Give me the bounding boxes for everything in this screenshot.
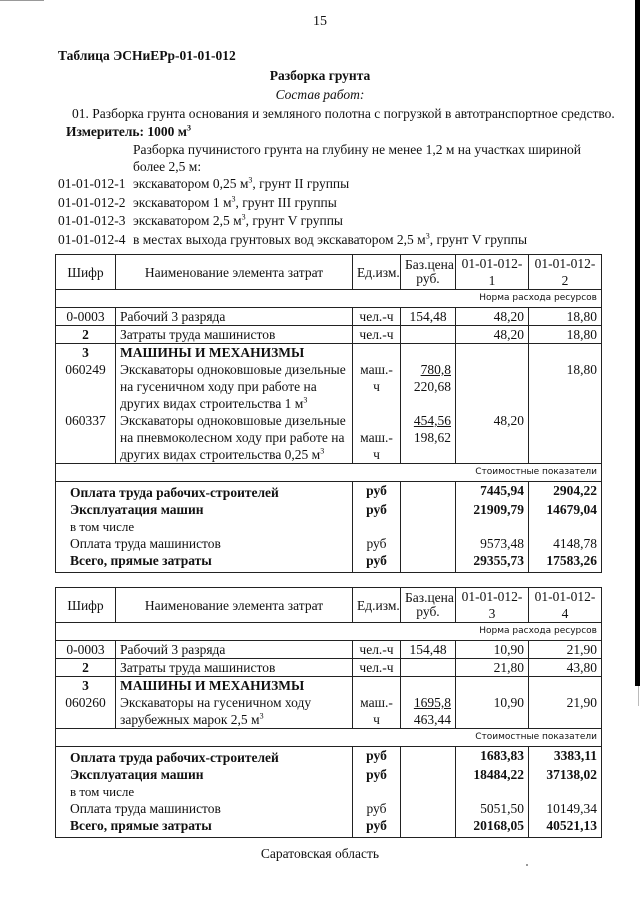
- code-desc: экскаватором 2,5 м: [133, 213, 242, 228]
- cell-unit: чел.-ч: [353, 641, 401, 659]
- cell-b: [529, 677, 602, 729]
- col-header-name: Наименование элемента затрат: [116, 255, 353, 290]
- summary-row: [56, 518, 602, 535]
- summary-row: [56, 817, 602, 838]
- col-header-b: 01-01-012-2: [529, 255, 602, 290]
- group-name: МАШИНЫ И МЕХАНИЗМЫ: [120, 678, 305, 693]
- machine-price-top: 454,56: [413, 413, 451, 428]
- summary-b: 2904,22: [529, 482, 602, 502]
- cell-code: [56, 344, 116, 464]
- norms-label: Норма расхода ресурсов: [56, 290, 602, 308]
- price-line-1: Баз.цена: [405, 257, 454, 272]
- summary-b: 4148,78: [529, 535, 602, 552]
- machine-sup: 3: [303, 395, 308, 405]
- col-header-b: 01-01-012-4: [529, 588, 602, 623]
- table-row: [56, 659, 602, 677]
- cell-code: [56, 677, 116, 729]
- machine-price-bottom: 198,62: [413, 430, 451, 445]
- meter-label: [66, 124, 191, 140]
- costs-label-row: [56, 729, 602, 747]
- summary-price: [401, 552, 456, 573]
- machine-code: 060260: [65, 695, 106, 710]
- cell-name: Рабочий 3 разряда: [116, 308, 353, 326]
- cell-price: [401, 344, 456, 464]
- table-title: Таблица ЭСНиЕРр-01-01-012: [58, 48, 236, 63]
- page-footer-region: Саратовская область: [260, 846, 380, 861]
- code-desc-tail: , грунт V группы: [429, 231, 528, 247]
- cell-price: [401, 659, 456, 677]
- summary-label: в том числе: [56, 783, 353, 800]
- cell-unit: чел.-ч: [353, 659, 401, 677]
- cell-b: 43,80: [529, 659, 602, 677]
- summary-price: [401, 747, 456, 767]
- cell-price: [401, 677, 456, 729]
- machine-price-bottom: 463,44: [413, 712, 451, 727]
- cell-unit: [353, 677, 401, 729]
- cell-name: [116, 344, 353, 464]
- machine-code: 060337: [65, 413, 106, 428]
- summary-price: [401, 535, 456, 552]
- machine-code: 060249: [65, 362, 106, 377]
- machine-unit: маш.-ч: [360, 362, 393, 394]
- cell-code: 2: [56, 326, 116, 344]
- cell-b: [529, 344, 602, 464]
- code: 01-01-012-3: [58, 213, 126, 228]
- machine-unit: маш.-ч: [360, 695, 393, 727]
- col-header-unit: Ед.изм.: [353, 588, 401, 623]
- meter-text: Измеритель: 1000 м: [66, 124, 187, 139]
- code-sup: 3: [231, 194, 236, 203]
- norms-label: Норма расхода ресурсов: [56, 623, 602, 641]
- cell-b: 18,80: [529, 308, 602, 326]
- summary-row: [56, 783, 602, 800]
- summary-price: [401, 518, 456, 535]
- summary-row: [56, 800, 602, 817]
- summary-b: 40521,13: [529, 817, 602, 838]
- summary-b: 14679,04: [529, 501, 602, 518]
- summary-unit: руб: [353, 501, 401, 518]
- norms-label-row: [56, 290, 602, 308]
- costs-label: Стоимостные показатели: [56, 464, 602, 482]
- price-line-2: руб.: [416, 604, 440, 619]
- price-line-2: руб.: [416, 271, 440, 286]
- group-code: 3: [82, 345, 89, 360]
- machine-b: 21,90: [566, 695, 597, 710]
- machine-name: Экскаваторы на гусеничном ходу зарубежных марок 2,5 м: [120, 695, 312, 727]
- scan-edge-bar-faint: [638, 686, 639, 706]
- code-list: [58, 176, 527, 250]
- cell-a: 10,90: [456, 641, 529, 659]
- code-item: [58, 232, 527, 251]
- summary-row: [56, 482, 602, 502]
- table-header-row: [56, 588, 602, 623]
- summary-a: 21909,79: [456, 501, 529, 518]
- cell-a: 48,20: [456, 326, 529, 344]
- summary-a: 1683,83: [456, 747, 529, 767]
- summary-row: [56, 747, 602, 767]
- summary-b: 17583,26: [529, 552, 602, 573]
- summary-b: [529, 518, 602, 535]
- cell-unit: [353, 344, 401, 464]
- summary-row: [56, 552, 602, 573]
- cell-price: 154,48: [401, 641, 456, 659]
- col-header-a: 01-01-012-3: [456, 588, 529, 623]
- machine-a: 10,90: [493, 695, 524, 710]
- summary-price: [401, 800, 456, 817]
- cell-a: 48,20: [456, 308, 529, 326]
- summary-a: [456, 783, 529, 800]
- machine-b: 18,80: [566, 362, 597, 377]
- norms-label-row: [56, 623, 602, 641]
- summary-unit: руб: [353, 535, 401, 552]
- summary-label: Оплата труда машинистов: [56, 535, 353, 552]
- summary-label: Эксплуатация машин: [56, 501, 353, 518]
- price-line-1: Баз.цена: [405, 590, 454, 605]
- machine-name: Экскаваторы одноковшовые дизельные на гусеничном ходу при работе на других видах строительства 1 м: [120, 362, 346, 411]
- summary-label: Оплата труда рабочих-строителей: [56, 482, 353, 502]
- summary-unit: руб: [353, 747, 401, 767]
- summary-b: 10149,34: [529, 800, 602, 817]
- cell-a: [456, 677, 529, 729]
- cell-b: 18,80: [529, 326, 602, 344]
- cell-name: Рабочий 3 разряда: [116, 641, 353, 659]
- machine-name: Экскаваторы одноковшовые дизельные на пневмоколесном ходу при работе на других видах строительства 0,25 м: [120, 413, 346, 462]
- summary-unit: руб: [353, 800, 401, 817]
- code-sup: 3: [241, 212, 246, 222]
- summary-row: [56, 766, 602, 783]
- table-header-row: [56, 255, 602, 290]
- code-desc: в местах выхода грунтовых вод экскаватором 2,5 м: [133, 231, 426, 247]
- summary-row: [56, 535, 602, 552]
- summary-a: 5051,50: [456, 800, 529, 817]
- section-title: Разборка грунта: [269, 68, 371, 83]
- table-row: [56, 308, 602, 326]
- machine-a: 48,20: [493, 413, 524, 428]
- cell-a: [456, 344, 529, 464]
- meter-sup: 3: [187, 123, 191, 133]
- code-item: [58, 195, 527, 214]
- summary-label: Оплата труда рабочих-строителей: [56, 747, 353, 767]
- code-sup: 3: [425, 231, 430, 240]
- code-sup: 3: [248, 175, 253, 185]
- summary-a: [456, 518, 529, 535]
- group-code: 3: [82, 678, 89, 693]
- norms-table-1: [55, 254, 602, 573]
- machine-a: [460, 361, 524, 378]
- cell-name: Затраты труда машинистов: [116, 659, 353, 677]
- group-name: МАШИНЫ И МЕХАНИЗМЫ: [120, 345, 305, 360]
- cell-name: Затраты труда машинистов: [116, 326, 353, 344]
- costs-label-row: [56, 464, 602, 482]
- code: 01-01-012-2: [58, 194, 126, 210]
- col-header-price: [401, 255, 456, 290]
- summary-label: Эксплуатация машин: [56, 766, 353, 783]
- cell-unit: чел.-ч: [353, 326, 401, 344]
- summary-price: [401, 766, 456, 783]
- code-desc: экскаватором 1 м: [133, 194, 232, 210]
- summary-unit: руб: [353, 766, 401, 783]
- machine-sup: 3: [259, 711, 264, 721]
- summary-unit: [353, 518, 401, 535]
- machine-price-top: 1695,8: [413, 695, 451, 710]
- machine-unit: маш.-ч: [360, 430, 393, 462]
- cell-a: 21,80: [456, 659, 529, 677]
- summary-b: [529, 783, 602, 800]
- col-header-code: Шифр: [56, 588, 116, 623]
- col-header-a: 01-01-012-1: [456, 255, 529, 290]
- cell-price: 154,48: [401, 308, 456, 326]
- summary-a: 7445,94: [456, 482, 529, 502]
- col-header-code: Шифр: [56, 255, 116, 290]
- cell-b: 21,90: [529, 641, 602, 659]
- cell-code: 0-0003: [56, 308, 116, 326]
- machines-block: [56, 677, 602, 729]
- work-composition-heading: Состав работ:: [275, 87, 365, 102]
- summary-a: 9573,48: [456, 535, 529, 552]
- code: 01-01-012-1: [58, 176, 126, 191]
- norms-table-2: [55, 587, 602, 838]
- summary-unit: [353, 783, 401, 800]
- summary-label: Оплата труда машинистов: [56, 800, 353, 817]
- machines-block: [56, 344, 602, 464]
- scan-speck: [526, 864, 528, 866]
- code-item: [58, 213, 527, 232]
- machine-price-top: 780,8: [420, 362, 451, 377]
- intro-text: Разборка пучинистого грунта на глубину не менее 1,2 м на участках шириной более 2,5 м:: [133, 142, 582, 174]
- code-item: [58, 176, 527, 195]
- summary-unit: руб: [353, 552, 401, 573]
- scan-corner-mark: [0, 0, 44, 1]
- summary-price: [401, 501, 456, 518]
- cell-code: 0-0003: [56, 641, 116, 659]
- summary-label: Всего, прямые затраты: [56, 817, 353, 838]
- cell-unit: чел.-ч: [353, 308, 401, 326]
- machine-price-bottom: 220,68: [413, 379, 451, 394]
- summary-label: в том числе: [56, 518, 353, 535]
- table-row: [56, 641, 602, 659]
- summary-b: 37138,02: [529, 766, 602, 783]
- summary-label: Всего, прямые затраты: [56, 552, 353, 573]
- machine-sup: 3: [320, 446, 325, 456]
- page-number: 15: [313, 14, 327, 29]
- summary-a: 18484,22: [456, 766, 529, 783]
- code-desc-tail: , грунт V группы: [245, 213, 343, 228]
- col-header-unit: Ед.изм.: [353, 255, 401, 290]
- costs-label: Стоимостные показатели: [56, 729, 602, 747]
- cell-name: [116, 677, 353, 729]
- summary-unit: руб: [353, 482, 401, 502]
- col-header-name: Наименование элемента затрат: [116, 588, 353, 623]
- summary-row: [56, 501, 602, 518]
- summary-unit: руб: [353, 817, 401, 838]
- summary-price: [401, 817, 456, 838]
- col-header-price: [401, 588, 456, 623]
- code: 01-01-012-4: [58, 231, 126, 247]
- cell-price: [401, 326, 456, 344]
- code-desc-tail: , грунт II группы: [252, 176, 350, 191]
- code-desc: экскаватором 0,25 м: [133, 176, 249, 191]
- summary-a: 29355,73: [456, 552, 529, 573]
- cell-code: 2: [56, 659, 116, 677]
- work-item: 01. Разборка грунта основания и земляного полотна с погрузкой в автотранспортное средство.: [72, 106, 615, 121]
- code-desc-tail: , грунт III группы: [235, 194, 337, 210]
- summary-a: 20168,05: [456, 817, 529, 838]
- summary-price: [401, 783, 456, 800]
- table-row: [56, 326, 602, 344]
- summary-b: 3383,11: [529, 747, 602, 767]
- summary-price: [401, 482, 456, 502]
